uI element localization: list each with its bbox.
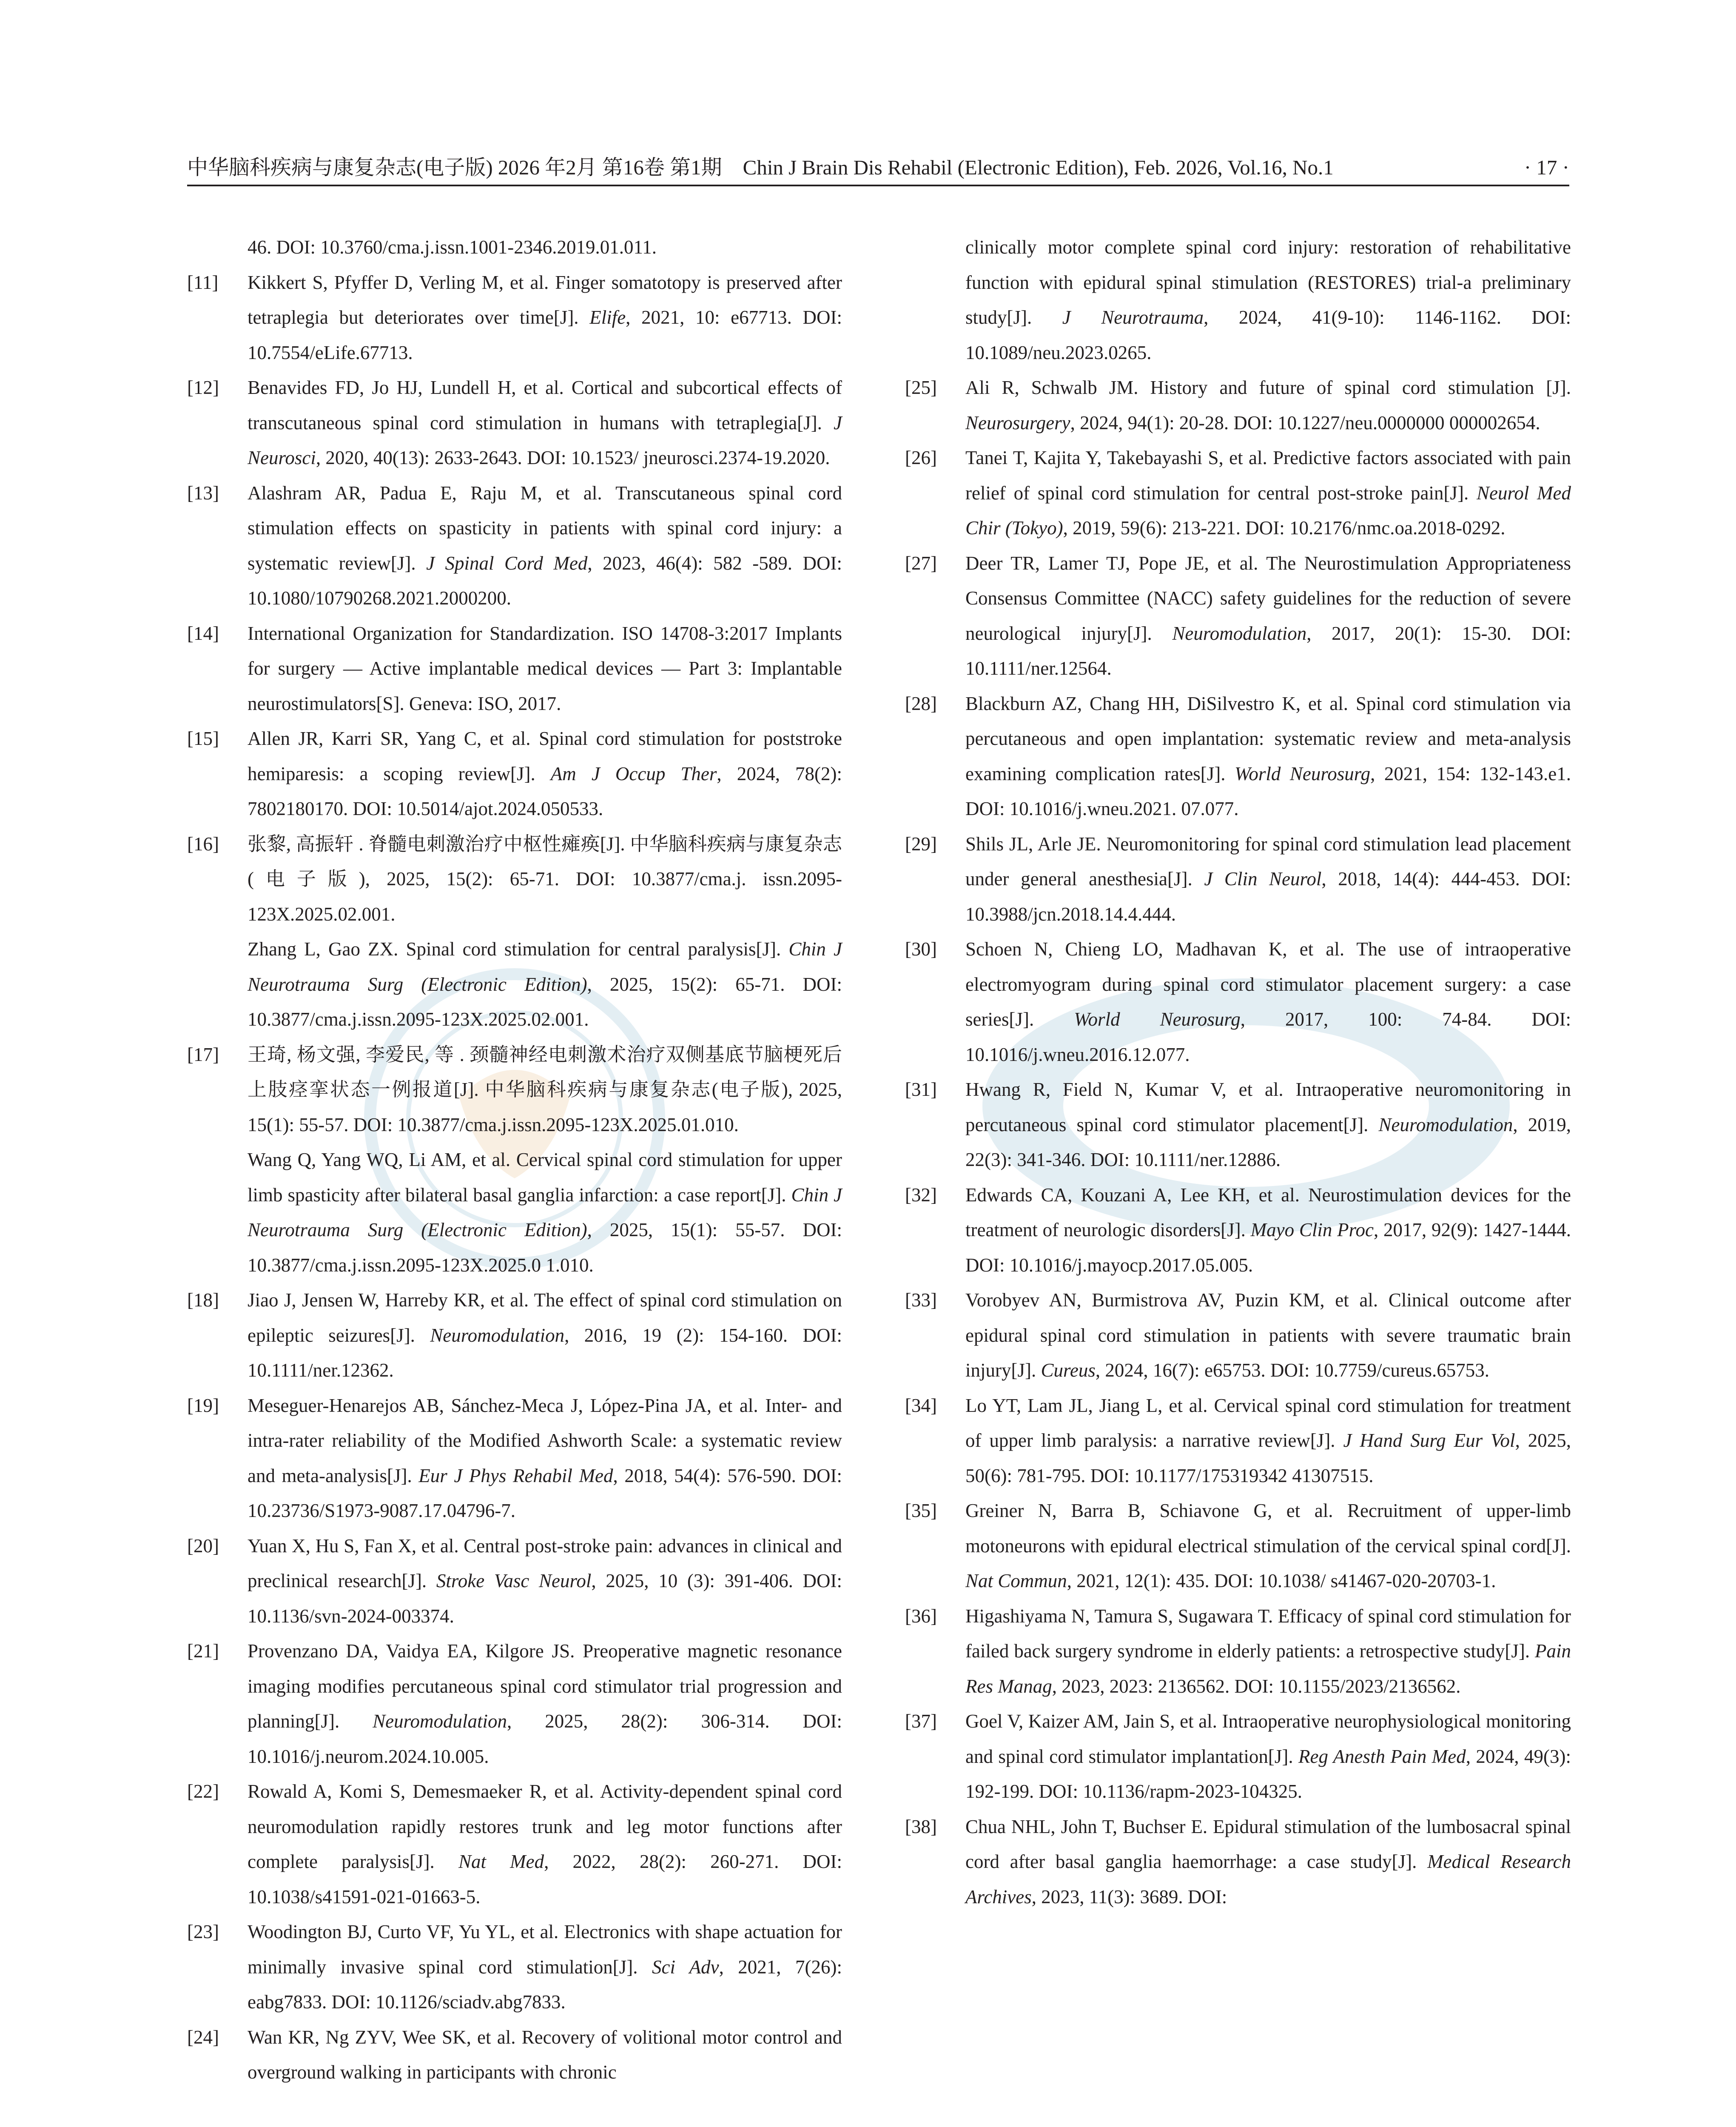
reference-entry xyxy=(905,686,1571,827)
reference-entry xyxy=(905,546,1571,686)
running-header xyxy=(187,152,1569,183)
reference-number: [11] xyxy=(187,271,219,293)
reference-text: Goel V, Kaizer AM, Jain S, et al. Intraoperative neurophysiological monitoring and spinal cord stimulator implantation[J]. Reg Anesth Pain Med, 2024, 49(3): 192-199. DOI: 10.1136/rapm-2023-104325. xyxy=(965,1711,1571,1802)
reference-number: [25] xyxy=(905,377,937,398)
reference-text: Provenzano DA, Vaidya EA, Kilgore JS. Preoperative magnetic resonance imaging modifies percutaneous spinal cord stimulator trial progression and planning[J]. Neuromodulation, 2025, 28(2): 306-314. DOI: 10.1016/j.neurom.2024.10.005. xyxy=(248,1640,842,1767)
reference-number: [38] xyxy=(905,1816,937,1837)
reference-text: Kikkert S, Pfyffer D, Verling M, et al. Finger somatotopy is preserved after tetraplegia but deteriorates over time[J]. Elife, 2021, 10: e67713. DOI: 10.7554/eLife.67713. xyxy=(248,271,842,363)
journal-citation-header: 中华脑科疾病与康复杂志(电子版) 2026 年2月 第16卷 第1期 Chin J Brain Dis Rehabil (Electronic Edition), Feb. 2026, Vol.16, No.1 xyxy=(187,156,1334,179)
reference-entry xyxy=(187,2020,842,2090)
reference-number: [13] xyxy=(187,482,219,504)
reference-text: Schoen N, Chieng LO, Madhavan K, et al. The use of intraoperative electromyogram during spinal cord stimulator placement surgery: a case series[J]. World Neurosurg, 2017, 100: 74-84. DOI: 10.1016/j.wneu.2016.12.077. xyxy=(965,938,1571,1065)
reference-number: [26] xyxy=(905,447,937,468)
reference-entry xyxy=(905,1072,1571,1178)
reference-text: Wan KR, Ng ZYV, Wee SK, et al. Recovery of volitional motor control and overground walking in participants with chronic xyxy=(248,2026,842,2083)
reference-number: [16] xyxy=(187,833,219,855)
reference-entry xyxy=(905,1493,1571,1599)
reference-text: Benavides FD, Jo HJ, Lundell H, et al. Cortical and subcortical effects of transcutaneous spinal cord stimulation in humans with tetraplegia[J]. J Neurosci, 2020, 40(13): 2633-2643. DOI: 10.1523/ jneurosci.2374-19.2020. xyxy=(248,377,842,468)
reference-entry xyxy=(187,1283,842,1388)
reference-number: [30] xyxy=(905,938,937,960)
reference-text: Edwards CA, Kouzani A, Lee KH, et al. Neurostimulation devices for the treatment of neurologic disorders[J]. Mayo Clin Proc, 2017, 92(9): 1427-1444. DOI: 10.1016/j.mayocp.2017.05.005. xyxy=(965,1184,1571,1276)
page-number: · 17 · xyxy=(1524,156,1569,179)
reference-text: Hwang R, Field N, Kumar V, et al. Intraoperative neuromonitoring in percutaneous spinal cord stimulator placement[J]. Neuromodulation, 2019, 22(3): 341-346. DOI: 10.1111/ner.12886. xyxy=(965,1079,1571,1170)
reference-text: Yuan X, Hu S, Fan X, et al. Central post-stroke pain: advances in clinical and preclinical research[J]. Stroke Vasc Neurol, 2025, 10 (3): 391-406. DOI: 10.1136/svn-2024-003374. xyxy=(248,1535,842,1627)
reference-number: [21] xyxy=(187,1640,219,1662)
reference-text: International Organization for Standardization. ISO 14708-3:2017 Implants for surgery — Active implantable medical devices — Part 3: Implantable neurostimulators[S]. Geneva: ISO, 2017. xyxy=(248,622,842,714)
reference-text: Higashiyama N, Tamura S, Sugawara T. Efficacy of spinal cord stimulation for failed back surgery syndrome in elderly patients: a retrospective study[J]. Pain Res Manag, 2023, 2023: 2136562. DOI: 10.1155/2023/2136562. xyxy=(965,1605,1571,1697)
reference-text: Meseguer-Henarejos AB, Sánchez-Meca J, López-Pina JA, et al. Inter- and intra-rater reliability of the Modified Ashworth Scale: a systematic review and meta-analysis[J]. Eur J Phys Rehabil Med, 2018, 54(4): 576-590. DOI: 10.23736/S1973-9087.17.04796-7. xyxy=(248,1394,842,1521)
reference-text: 46. DOI: 10.3760/cma.j.issn.1001-2346.2019.01.011. xyxy=(248,237,657,258)
reference-text: Woodington BJ, Curto VF, Yu YL, et al. Electronics with shape actuation for minimally invasive spinal cord stimulation[J]. Sci Adv, 2021, 7(26): eabg7833. DOI: 10.1126/sciadv.abg7833. xyxy=(248,1921,842,2013)
reference-entry xyxy=(905,1388,1571,1494)
reference-entry xyxy=(187,230,842,265)
reference-column-right xyxy=(905,230,1571,1914)
reference-text: Wang Q, Yang WQ, Li AM, et al. Cervical spinal cord stimulation for upper limb spasticity after bilateral basal ganglia infarction: a case report[J]. Chin J Neurotrauma Surg (Electronic Edition), 2025, 15(1): 55-57. DOI: 10.3877/cma.j.issn.2095-123X.2025.0 1.010. xyxy=(248,1149,842,1276)
reference-number: [17] xyxy=(187,1044,219,1065)
reference-entry xyxy=(187,1774,842,1914)
reference-number: [15] xyxy=(187,728,219,749)
reference-text: clinically motor complete spinal cord injury: restoration of rehabilitative function with epidural spinal stimulation (RESTORES) trial-a preliminary study[J]. J Neurotrauma, 2024, 41(9-10): 1146-1162. DOI: 10.1089/neu.2023.0265. xyxy=(965,237,1571,363)
reference-number: [29] xyxy=(905,833,937,855)
reference-text: Blackburn AZ, Chang HH, DiSilvestro K, et al. Spinal cord stimulation via percutaneous and open implantation: systematic review and meta-analysis examining complication rates[J]. World Neurosurg, 2021, 154: 132-143.e1. DOI: 10.1016/j.wneu.2021. 07.077. xyxy=(965,693,1571,819)
reference-entry xyxy=(187,370,842,476)
reference-entry xyxy=(187,721,842,827)
reference-number: [33] xyxy=(905,1289,937,1311)
reference-text: Chua NHL, John T, Buchser E. Epidural stimulation of the lumbosacral spinal cord after basal ganglia haemorrhage: a case study[J]. Medical Research Archives, 2023, 11(3): 3689. DOI: xyxy=(965,1816,1571,1907)
reference-number: [35] xyxy=(905,1500,937,1521)
reference-text: Allen JR, Karri SR, Yang C, et al. Spinal cord stimulation for poststroke hemiparesis: a scoping review[J]. Am J Occup Ther, 2024, 78(2): 7802180170. DOI: 10.5014/ajot.2024.050533. xyxy=(248,728,842,819)
reference-text: Greiner N, Barra B, Schiavone G, et al. Recruitment of upper-limb motoneurons with epidural electrical stimulation of the cervical spinal cord[J]. Nat Commun, 2021, 12(1): 435. DOI: 10.1038/ s41467-020-20703-1. xyxy=(965,1500,1571,1591)
reference-text: 张黎, 高振轩 . 脊髓电刺激治疗中枢性瘫痪[J]. 中华脑科疾病与康复杂志(电子版), 2025, 15(2): 65-71. DOI: 10.3877/cma.j. issn.2095-123X.2025.02.001. xyxy=(248,833,842,925)
reference-text: Jiao J, Jensen W, Harreby KR, et al. The effect of spinal cord stimulation on epileptic seizures[J]. Neuromodulation, 2016, 19 (2): 154-160. DOI: 10.1111/ner.12362. xyxy=(248,1289,842,1381)
reference-text: Alashram AR, Padua E, Raju M, et al. Transcutaneous spinal cord stimulation effects on spasticity in patients with spinal cord injury: a systematic review[J]. J Spinal Cord Med, 2023, 46(4): 582 -589. DOI: 10.1080/10790268.2021.2000200. xyxy=(248,482,842,609)
reference-number: [37] xyxy=(905,1711,937,1732)
reference-entry xyxy=(187,265,842,371)
reference-number: [18] xyxy=(187,1289,219,1311)
reference-entry xyxy=(905,370,1571,440)
reference-number: [31] xyxy=(905,1079,937,1100)
reference-number: [12] xyxy=(187,377,219,398)
reference-entry xyxy=(905,1178,1571,1283)
reference-text: Ali R, Schwalb JM. History and future of spinal cord stimulation [J]. Neurosurgery, 2024, 94(1): 20-28. DOI: 10.1227/neu.0000000 000002654. xyxy=(965,377,1571,433)
reference-entry xyxy=(905,440,1571,546)
reference-entry xyxy=(905,827,1571,932)
reference-entry xyxy=(187,827,842,932)
reference-entry xyxy=(905,230,1571,370)
reference-number: [36] xyxy=(905,1605,937,1627)
reference-text: Lo YT, Lam JL, Jiang L, et al. Cervical spinal cord stimulation for treatment of upper limb paralysis: a narrative review[J]. J Hand Surg Eur Vol, 2025, 50(6): 781-795. DOI: 10.1177/175319342 41307515. xyxy=(965,1394,1571,1486)
reference-number: [23] xyxy=(187,1921,219,1942)
reference-entry xyxy=(187,1037,842,1143)
reference-entry xyxy=(187,1634,842,1774)
reference-column-left xyxy=(187,230,842,2090)
reference-entry xyxy=(905,1599,1571,1704)
reference-text: Vorobyev AN, Burmistrova AV, Puzin KM, et al. Clinical outcome after epidural spinal cord stimulation in patients with severe traumatic brain injury[J]. Cureus, 2024, 16(7): e65753. DOI: 10.7759/cureus.65753. xyxy=(965,1289,1571,1381)
reference-number: [19] xyxy=(187,1394,219,1416)
reference-number: [32] xyxy=(905,1184,937,1206)
reference-entry xyxy=(187,932,842,1037)
reference-entry xyxy=(905,1704,1571,1809)
reference-entry xyxy=(187,616,842,721)
reference-entry xyxy=(905,1809,1571,1915)
reference-number: [24] xyxy=(187,2026,219,2048)
reference-number: [34] xyxy=(905,1394,937,1416)
reference-text: 王琦, 杨文强, 李爱民, 等 . 颈髓神经电刺激术治疗双侧基底节脑梗死后上肢痉挛状态一例报道[J]. 中华脑科疾病与康复杂志(电子版), 2025, 15(1): 55-57. DOI: 10.3877/cma.j.issn.2095-123X.2025.01.010. xyxy=(248,1044,842,1135)
reference-entry xyxy=(905,932,1571,1072)
reference-entry xyxy=(187,1142,842,1283)
reference-text: Deer TR, Lamer TJ, Pope JE, et al. The Neurostimulation Appropriateness Consensus Committee (NACC) safety guidelines for the reduction of severe neurological injury[J]. Neuromodulation, 2017, 20(1): 15-30. DOI: 10.1111/ner.12564. xyxy=(965,552,1571,679)
reference-number: [27] xyxy=(905,552,937,574)
reference-text: Tanei T, Kajita Y, Takebayashi S, et al. Predictive factors associated with pain relief of spinal cord stimulation for central post-stroke pain[J]. Neurol Med Chir (Tokyo), 2019, 59(6): 213-221. DOI: 10.2176/nmc.oa.2018-0292. xyxy=(965,447,1571,539)
reference-text: Rowald A, Komi S, Demesmaeker R, et al. Activity-dependent spinal cord neuromodulation rapidly restores trunk and leg motor functions after complete paralysis[J]. Nat Med, 2022, 28(2): 260-271. DOI: 10.1038/s41591-021-01663-5. xyxy=(248,1781,842,1907)
reference-entry xyxy=(905,1283,1571,1388)
reference-number: [14] xyxy=(187,622,219,644)
reference-number: [22] xyxy=(187,1781,219,1802)
reference-text: Shils JL, Arle JE. Neuromonitoring for spinal cord stimulation lead placement under general anesthesia[J]. J Clin Neurol, 2018, 14(4): 444-453. DOI: 10.3988/jcn.2018.14.4.444. xyxy=(965,833,1571,925)
reference-number: [20] xyxy=(187,1535,219,1557)
reference-entry xyxy=(187,1388,842,1528)
reference-number: [28] xyxy=(905,693,937,714)
reference-entry xyxy=(187,476,842,616)
reference-text: Zhang L, Gao ZX. Spinal cord stimulation for central paralysis[J]. Chin J Neurotrauma Surg (Electronic Edition), 2025, 15(2): 65-71. DOI: 10.3877/cma.j.issn.2095-123X.2025.02.001. xyxy=(248,938,842,1030)
reference-entry xyxy=(187,1914,842,2020)
header-rule xyxy=(187,185,1569,186)
reference-entry xyxy=(187,1528,842,1634)
